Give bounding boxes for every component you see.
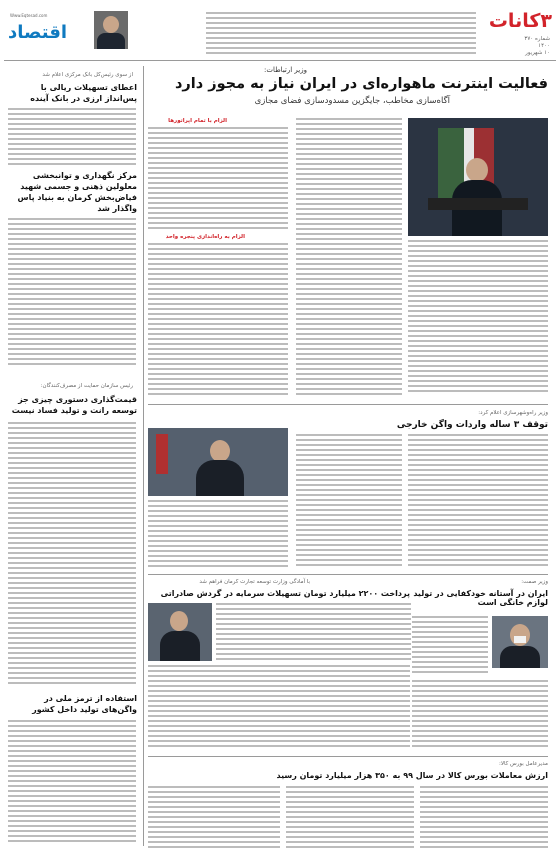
lead-body-col-3 bbox=[148, 127, 288, 232]
center-kicker-1: وزیر راه‌وشهرسازی اعلام کرد: bbox=[478, 410, 548, 416]
center-title-4: ارزش معاملات بورس کالا در سال ۹۹ به ۳۵۰ هزار میلیارد تومان رسید bbox=[276, 771, 548, 780]
center-body-2b bbox=[148, 665, 410, 750]
center-body-1 bbox=[408, 434, 548, 569]
left-title-1: اعطای تسهیلات ریالی با پس‌انداز ارزی در بانک آینده bbox=[30, 83, 137, 103]
left-body-1 bbox=[8, 108, 136, 168]
left-kicker-1: از سوی رئیس‌کل بانک مرکزی اعلام شد bbox=[42, 72, 133, 78]
minister-photo bbox=[148, 428, 288, 496]
center-body-3b bbox=[412, 680, 548, 750]
center-divider-1 bbox=[148, 574, 548, 575]
left-kicker-3: رئیس سازمان حمایت از مصرف‌کنندگان: bbox=[40, 383, 133, 389]
brand-logo: اقتصاد bbox=[8, 22, 68, 43]
center-kicker-4: مدیرعامل بورس کالا: bbox=[499, 761, 548, 767]
center-title-1: توقف ۳ ساله واردات واگن خارجی bbox=[396, 420, 548, 430]
left-title-3: قیمت‌گذاری دستوری چیزی جز توسعه رانت و تولید فساد نیست bbox=[11, 395, 137, 415]
lead-bottom-divider bbox=[148, 404, 548, 405]
center-body-1b bbox=[296, 434, 402, 569]
issue-line-1: شماره ۳۷۰ bbox=[524, 36, 550, 42]
lead-body-col-3b bbox=[148, 243, 288, 398]
center-body-4c bbox=[148, 786, 280, 848]
columnist-photo bbox=[94, 11, 128, 49]
official-photo bbox=[148, 603, 212, 661]
lead-photo bbox=[408, 118, 548, 236]
center-divider-2 bbox=[148, 756, 548, 757]
issue-line-3: ۱۰ شهریور bbox=[525, 50, 550, 56]
masthead-divider bbox=[4, 60, 556, 61]
left-body-2 bbox=[8, 218, 136, 370]
left-title-2: مرکز نگهداری و توانبخشی معلولین ذهنی و جسمی شهید فیاض‌بخش کرمان به بنیاد پاس واگذار شد bbox=[17, 171, 137, 213]
center-title-2: پرداخت ۲۲۰۰ میلیارد تومان تسهیلات سرمایه در گردش صادراتی bbox=[160, 589, 410, 598]
minister-mask-photo bbox=[492, 616, 548, 668]
left-title-4: استفاده از ترمز ملی در واگن‌های تولید داخل کشور bbox=[32, 694, 137, 714]
center-kicker-3: وزیر صمت: bbox=[521, 579, 548, 585]
masthead-logo: ۳کانات bbox=[488, 10, 552, 32]
lead-body-col-2 bbox=[296, 118, 402, 398]
center-body-2 bbox=[216, 603, 411, 663]
center-kicker-2: با آمادگی وزارت توسعه تجارت کرمان فراهم شد bbox=[199, 579, 310, 585]
masthead-text-block bbox=[206, 12, 476, 58]
left-body-3 bbox=[8, 422, 136, 687]
box-head-2: الزام به راه‌اندازی پنجره واحد bbox=[165, 234, 245, 240]
issue-line-2: ۱۴۰۰ bbox=[538, 43, 550, 49]
center-title-3: ایران در آستانه خودکفایی در تولید لوازم خانگی است bbox=[413, 589, 548, 607]
box-head-1: الزام با تمام اپراتورها bbox=[168, 118, 227, 124]
center-body-1c bbox=[148, 500, 288, 570]
lead-body-right bbox=[408, 240, 548, 398]
left-body-4 bbox=[8, 720, 136, 848]
brand-url: Www.Eqtesad.com bbox=[10, 13, 48, 18]
left-column-divider bbox=[143, 66, 144, 846]
center-body-4a bbox=[420, 786, 548, 848]
lead-subtitle: آگاه‌سازی مخاطب، جایگزین مسدودسازی فضای مجازی bbox=[254, 96, 450, 106]
lead-title: فعالیت اینترنت ماهواره‌ای در ایران نیاز به مجوز دارد bbox=[174, 76, 548, 92]
center-body-3 bbox=[412, 616, 488, 676]
center-body-4b bbox=[286, 786, 414, 848]
lead-kicker: وزیر ارتباطات: bbox=[264, 66, 307, 74]
